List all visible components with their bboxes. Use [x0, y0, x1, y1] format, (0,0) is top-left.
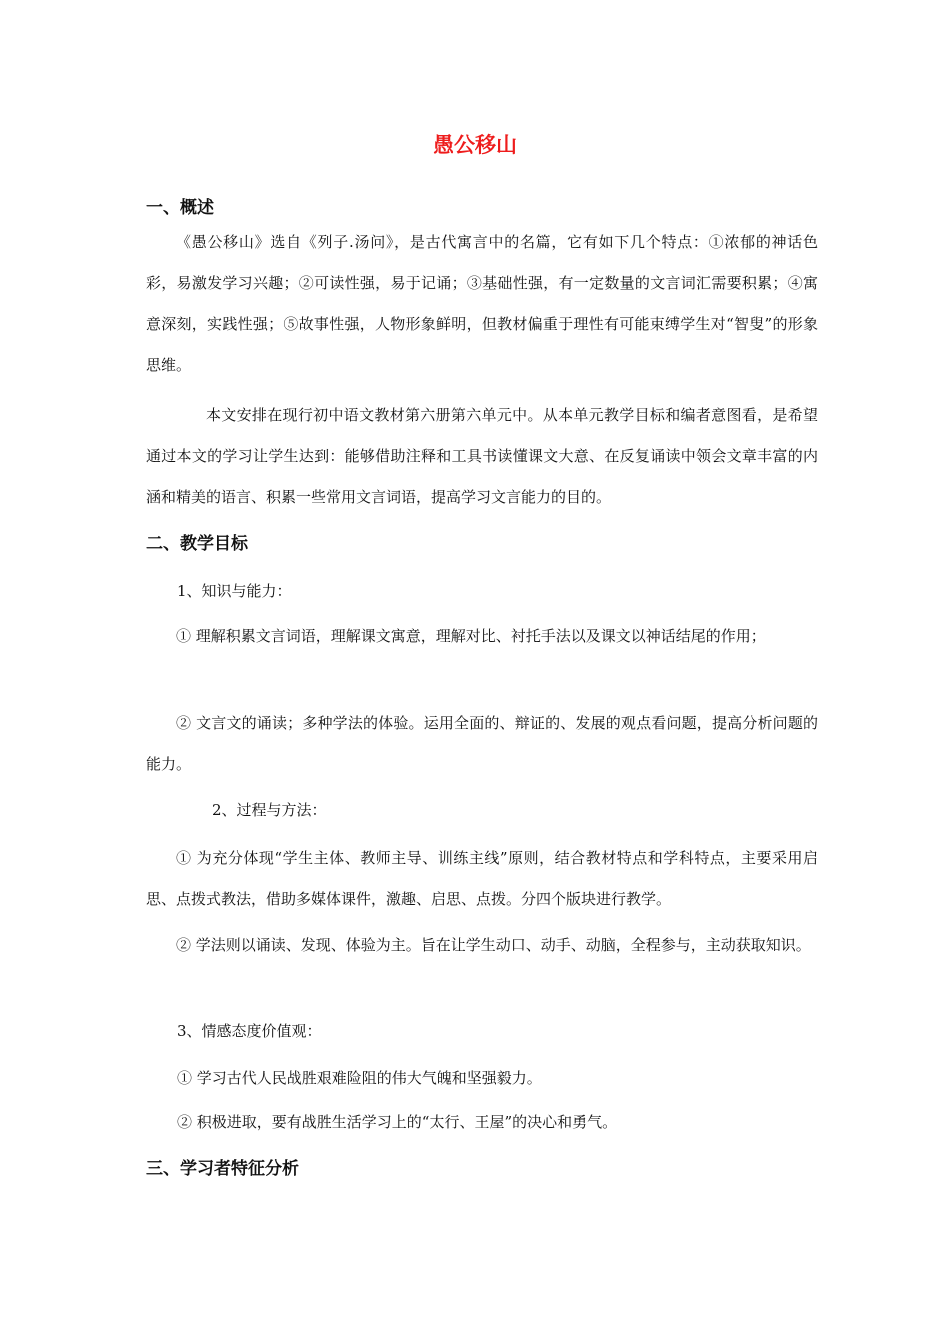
process-item-1: ① 为充分体现“学生主体、教师主导、训练主线”原则，结合教材特点和学科特点，主要采用启思、点拨式教法，借助多媒体课件，激趣、启思、点拨。分四个版块进行教学。	[146, 849, 818, 908]
section-heading-learner-analysis: 三、学习者特征分析	[146, 1159, 299, 1179]
goal-subheading-knowledge: 1、知识与能力：	[177, 582, 292, 600]
process-item-2: ② 学法则以诵读、发现、体验为主。旨在让学生动口、动手、动脑，全程参与，主动获取知识。	[176, 936, 811, 954]
attitude-item-1: ① 学习古代人民战胜艰难险阻的伟大气魄和坚强毅力。	[177, 1069, 542, 1087]
overview-paragraph-1: 《愚公移山》选自《列子.汤问》，是古代寓言中的名篇，它有如下几个特点：①浓郁的神话色彩，易激发学习兴趣；②可读性强，易于记诵；③基础性强，有一定数量的文言词汇需要积累；④寓意深刻，实践性强；⑤故事性强，人物形象鲜明，但教材偏重于理性有可能束缚学生对“智叟”的形象思维。	[146, 233, 818, 374]
section-heading-goals: 二、教学目标	[146, 534, 248, 554]
knowledge-item-1: ① 理解积累文言词语，理解课文寓意，理解对比、衬托手法以及课文以神话结尾的作用；	[176, 627, 766, 645]
attitude-item-2: ② 积极进取，要有战胜生活学习上的“太行、王屋”的决心和勇气。	[177, 1113, 618, 1131]
section-heading-overview: 一、概述	[146, 198, 214, 218]
goal-subheading-process: 2、过程与方法：	[212, 801, 327, 819]
goal-subheading-attitude: 3、情感态度价值观：	[177, 1022, 322, 1040]
knowledge-item-2: ② 文言文的诵读；多种学法的体验。运用全面的、辩证的、发展的观点看问题，提高分析问题的能力。	[146, 714, 818, 773]
document-title: 愚公移山	[433, 133, 517, 157]
overview-paragraph-2: 本文安排在现行初中语文教材第六册第六单元中。从本单元教学目标和编者意图看，是希望通过本文的学习让学生达到：能够借助注释和工具书读懂课文大意、在反复诵读中领会文章丰富的内涵和精美的语言、积累一些常用文言词语，提高学习文言能力的目的。	[146, 406, 818, 506]
